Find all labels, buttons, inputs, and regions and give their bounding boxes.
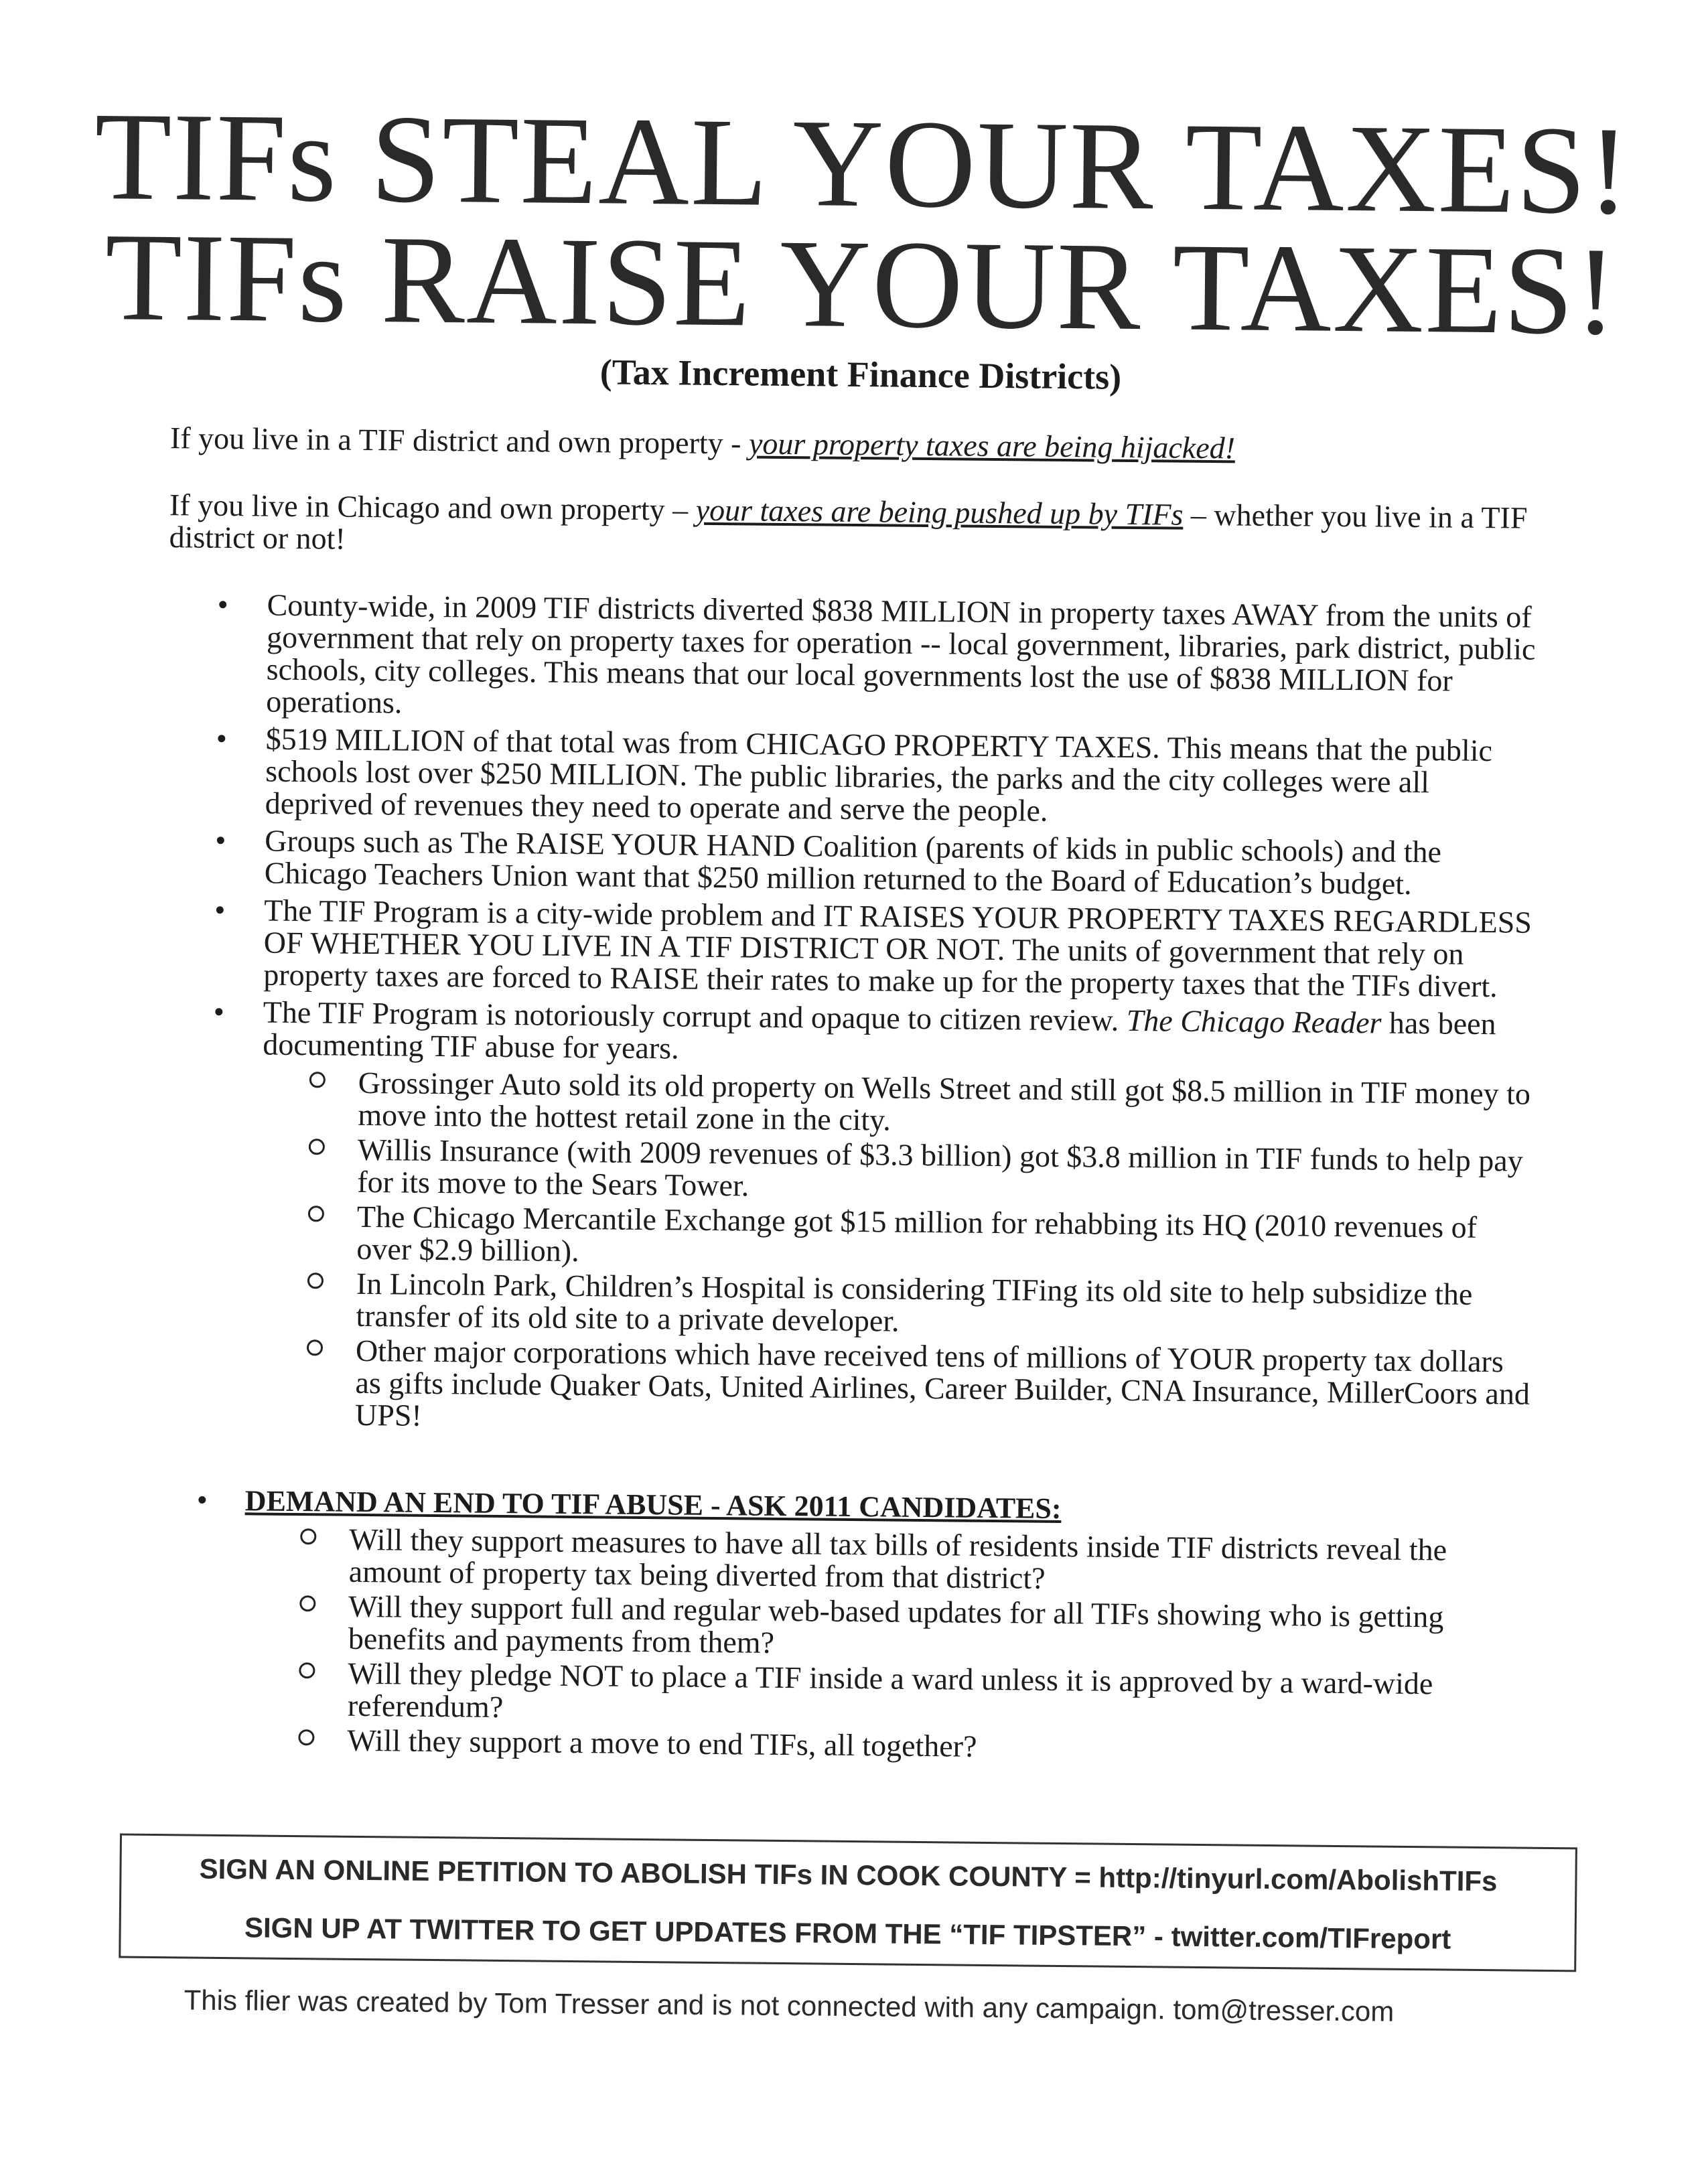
question-text: Will they support a move to end TIFs, all together?: [347, 1723, 977, 1763]
bullet-dot-icon: •: [216, 723, 227, 755]
example-text: Willis Insurance (with 2009 revenues of $3.3 billion) got $3.8 million in TIF funds to help pay for its move to the Sears Tower.: [357, 1133, 1523, 1203]
example-text: Other major corporations which have received tens of millions of YOUR property tax dollars as gifts include Quaker Oats, United Airlines, Career Builder, CNA Insurance, MillerCoors and UPS!: [355, 1333, 1530, 1433]
bullet-dot-icon: •: [215, 824, 226, 857]
circle-bullet-icon: [309, 1139, 325, 1155]
example-item: [0, 1064, 1537, 1143]
bullet-text: County-wide, in 2009 TIF districts diverted $838 MILLION in property taxes AWAY from the units of government that rely on property taxes for operation -- local government, libraries, park district, public schools, city colleges. This means that our local governments lost the use of $838 MILLION for operations.: [266, 588, 1536, 720]
circle-bullet-icon: [307, 1339, 323, 1356]
headline-line-2: TIFs RAISE YOUR TAXES!: [7, 213, 1708, 355]
list-item: [1, 892, 1537, 1003]
circle-bullet-icon: [307, 1272, 324, 1289]
question-item: [0, 1587, 1527, 1666]
headline-line-1: TIFs STEAL YOUR TAXES!: [8, 92, 1708, 234]
intro-1-emphasis: your property taxes are being hijacked!: [749, 426, 1235, 465]
question-text: Will they support full and regular web-based updates for all TIFs showing who is getting benefits and payments from them?: [348, 1589, 1444, 1660]
bullet-text-after: has been documenting TIF abuse for years.: [263, 1006, 1496, 1066]
petition-line: SIGN AN ONLINE PETITION TO ABOLISH TIFs IN COOK COUNTY = http://tinyurl.com/AbolishTIFs: [121, 1852, 1575, 1899]
example-item: [0, 1197, 1536, 1277]
bullet-dot-icon: •: [217, 589, 228, 621]
example-item: [0, 1331, 1535, 1443]
example-text: The Chicago Mercantile Exchange got $15 million for rehabbing its HQ (2010 revenues of over $2.9 billion).: [356, 1199, 1477, 1268]
example-text: In Lincoln Park, Children’s Hospital is considering TIFing its old site to help subsidize the transfer of its old site to a private developer.: [356, 1266, 1472, 1338]
circle-bullet-icon: [300, 1528, 316, 1544]
list-item: [0, 994, 1536, 1073]
demand-section: [0, 1482, 1704, 1772]
bullet-text: The TIF Program is a city-wide problem and IT RAISES YOUR PROPERTY TAXES REGARDLESS OF WHETHER YOU LIVE IN A TIF DISTRICT OR NOT. The units of government that rely on property taxes are forced to RAISE their rates to make up for the property taxes that the TIFs divert.: [263, 893, 1532, 1004]
circle-bullet-icon: [299, 1662, 315, 1678]
bullet-text: The TIF Program is notoriously corrupt and opaque to citizen review.: [263, 995, 1127, 1037]
circle-bullet-icon: [299, 1595, 315, 1611]
question-item: [0, 1520, 1528, 1599]
intro-paragraph-1: [170, 422, 1557, 467]
question-item: [0, 1654, 1526, 1733]
example-text: Grossinger Auto sold its old property on Wells Street and still got $8.5 million in TIF money to move into the hottest retail zone in the city.: [358, 1066, 1531, 1137]
list-item: [2, 822, 1538, 901]
bullet-dot-icon: •: [197, 1484, 208, 1516]
bullet-dot-icon: •: [214, 894, 226, 926]
circle-bullet-icon: [298, 1729, 314, 1745]
publication-name: The Chicago Reader: [1126, 1003, 1381, 1040]
bullet-text: $519 MILLION of that total was from CHICAGO PROPERTY TAXES. This means that the public schools lost over $250 MILLION. The public libraries, the parks and the city colleges were all deprived of revenues they need to operate and serve the people.: [265, 722, 1493, 828]
footer-credit: This flier was created by Tom Tresser and is not connected with any campaign. tom@tresser.com: [184, 1984, 1590, 2029]
bullet-dot-icon: •: [214, 996, 225, 1028]
list-item: [3, 587, 1540, 730]
demand-title: DEMAND AN END TO TIF ABUSE - ASK 2011 CANDIDATES:: [245, 1484, 1062, 1525]
intro-paragraph-2: [169, 489, 1556, 567]
question-text: Will they support measures to have all tax bills of residents inside TIF districts reveal the amount of property tax being diverted from that district?: [349, 1522, 1447, 1595]
intro-1-text: If you live in a TIF district and own property -: [170, 421, 749, 460]
list-item: [3, 721, 1539, 832]
call-to-action-box: [119, 1834, 1577, 1972]
circle-bullet-icon: [308, 1206, 324, 1222]
circle-bullet-icon: [309, 1072, 326, 1088]
bullet-text: Groups such as The RAISE YOUR HAND Coalition (parents of kids in public schools) and the Chicago Teachers Union want that $250 million returned to the Board of Education’s budget.: [265, 824, 1442, 901]
intro-2-text: If you live in Chicago and own property –: [169, 488, 696, 527]
intro-2-after: – whether you live in a TIF district or not!: [169, 498, 1527, 556]
subtitle: (Tax Increment Finance Districts): [7, 346, 1708, 403]
twitter-line: SIGN UP AT TWITTER TO GET UPDATES FROM THE “TIF TIPSTER” - twitter.com/TIFreport: [121, 1911, 1574, 1957]
intro-2-emphasis: your taxes are being pushed up by TIFs: [695, 493, 1183, 532]
question-text: Will they pledge NOT to place a TIF inside a ward unless it is approved by a ward-wide referendum?: [348, 1656, 1433, 1724]
example-item: [0, 1131, 1537, 1210]
example-item: [0, 1264, 1535, 1343]
fact-bullet-list: [0, 587, 1708, 1447]
